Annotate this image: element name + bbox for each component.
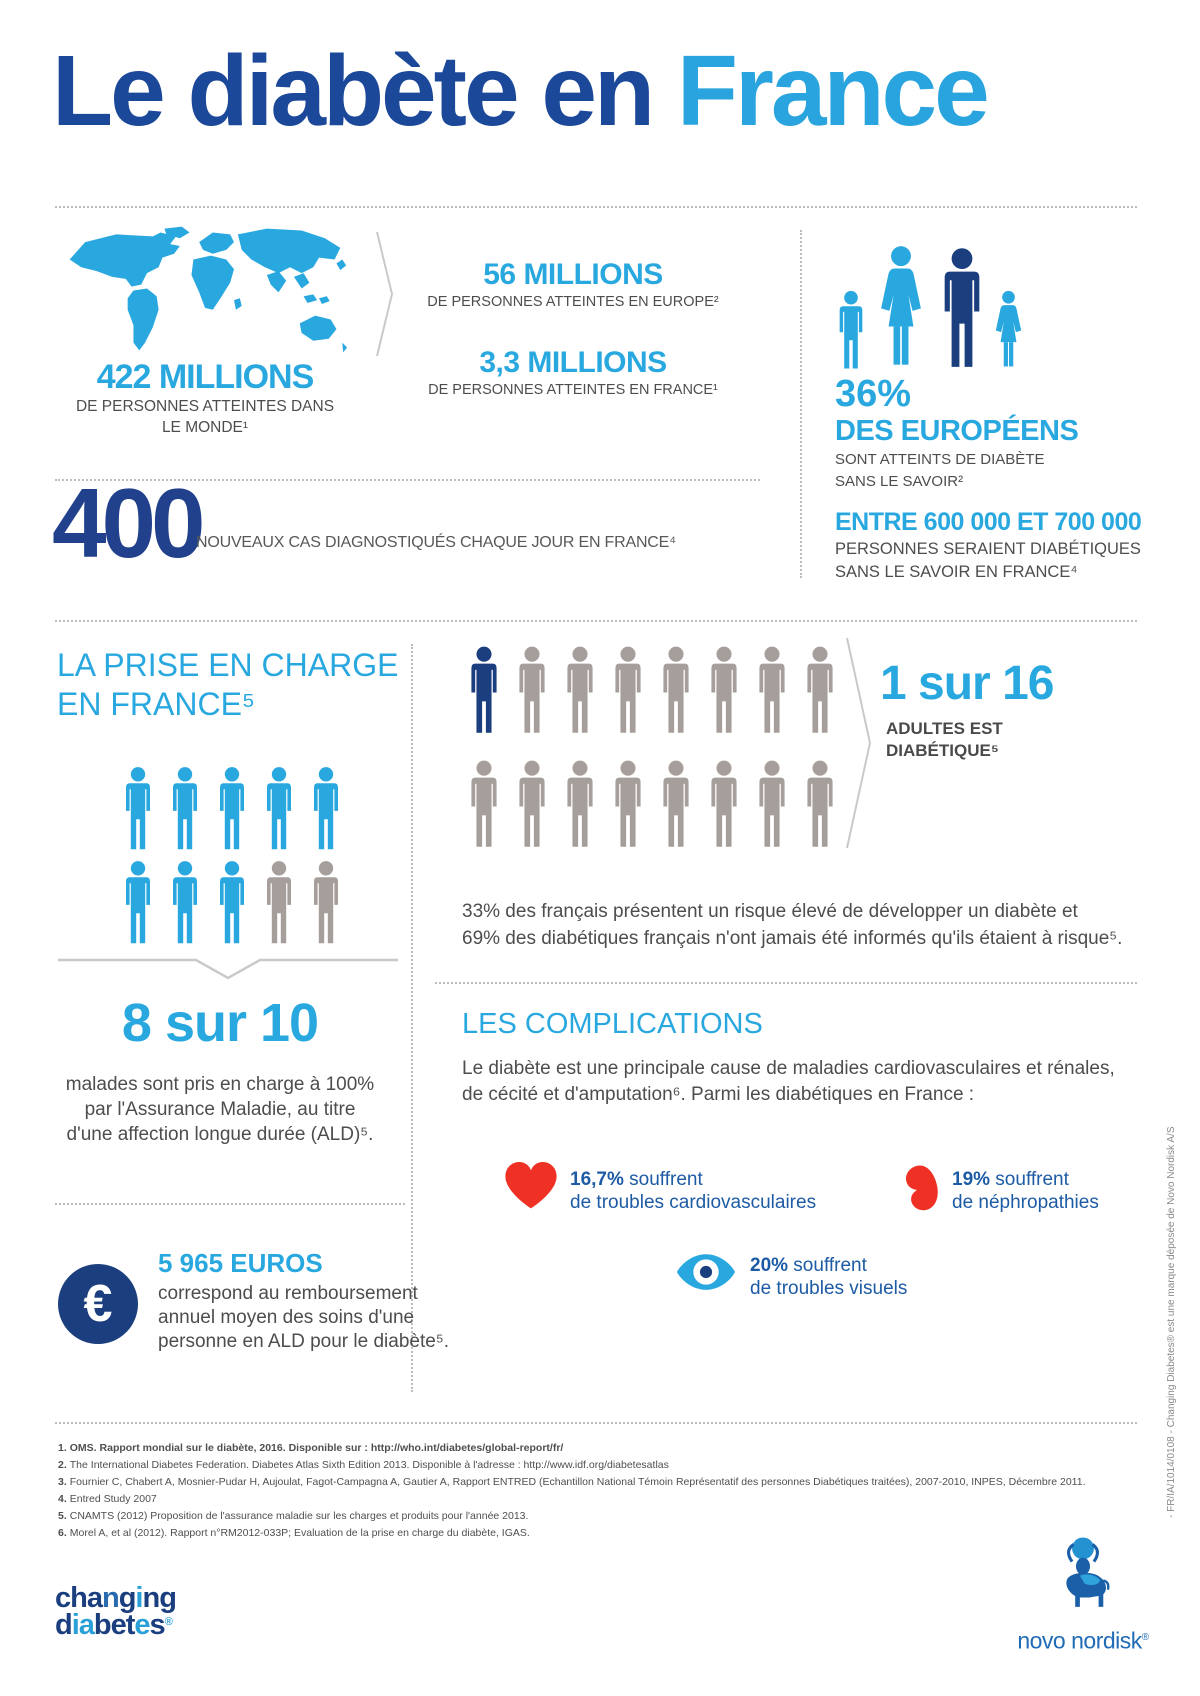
footnote-4: 4. Entred Study 2007 [58, 1493, 157, 1505]
boy-icon [834, 290, 868, 370]
person-icon [657, 646, 695, 734]
changing-logo-line-1: changing [55, 1582, 176, 1614]
visual-stat [750, 1254, 907, 1300]
cost-value: 5 965 EUROS [158, 1248, 323, 1278]
person-icon [657, 760, 695, 848]
care-heading-line-1: LA PRISE EN CHARGE [57, 647, 399, 683]
prevalence-pictogram-grid [465, 646, 849, 874]
footnote-5: 5. CNAMTS (2012) Proposition de l'assurance maladie sur les charges et produits pour l'année 2013. [58, 1510, 529, 1522]
woman-icon [872, 245, 930, 370]
stat-france [408, 346, 738, 400]
girl-icon [990, 290, 1027, 370]
chevron-right-icon [376, 230, 394, 358]
stat-europe-value: 56 MILLIONS [483, 258, 663, 291]
side-legal-note: - FR/IA/1014/0108 - Changing Diabetes® est une marque déposée de Novo Nordisk A/S [1166, 1126, 1177, 1518]
person-icon [705, 760, 743, 848]
cost-description-line-2: annuel moyen des soins d'une [158, 1307, 415, 1328]
dotted-divider [435, 982, 1137, 984]
prevalence-label [886, 718, 1003, 762]
euro-icon [58, 1264, 138, 1344]
person-icon [753, 646, 791, 734]
dotted-divider [55, 206, 1137, 208]
person-icon [609, 646, 647, 734]
nephro-label: de néphropathies [952, 1192, 1099, 1213]
stat-daily-value: 400 [52, 468, 201, 578]
risk-text-line-2: 69% des diabétiques français n'ont jamais été informés qu'ils étaient à risque⁵. [462, 928, 1123, 949]
cost-description [158, 1282, 449, 1354]
stat-europeans-label-1: SONT ATTEINTS DE DIABÈTE [835, 451, 1045, 468]
person-icon [513, 646, 551, 734]
person-icon [561, 760, 599, 848]
stat-europe [408, 258, 738, 312]
stat-world-value: 422 MILLIONS [96, 358, 314, 396]
complications-intro-line-2: de cécité et d'amputation⁶. Parmi les diabétiques en France : [462, 1084, 975, 1105]
stat-europeans [835, 374, 1078, 493]
visual-label: de troubles visuels [750, 1278, 908, 1299]
person-icon [167, 766, 203, 851]
care-ratio-value: 8 sur 10 [121, 993, 319, 1053]
person-icon [261, 860, 297, 945]
stat-unaware-value: ENTRE 600 000 ET 700 000 [835, 508, 1142, 536]
person-icon [801, 760, 839, 848]
kidney-icon [897, 1159, 944, 1216]
person-icon [465, 646, 503, 734]
person-icon [465, 760, 503, 848]
novo-nordisk-logo [1008, 1534, 1158, 1652]
footnote-3: 3. Fournier C, Chabert A, Mosnier-Pudar H, Aujoulat, Fagot-Campagna A, Gautier A, Rapport ENTRED (Echantillon National Témoin Représentatif des personnes Diabétiques traitées), 2007-2010, INPES, Décembre 2011. [58, 1476, 1086, 1488]
person-icon [801, 646, 839, 734]
cardio-stat [570, 1168, 816, 1214]
care-description-line-1: malades sont pris en charge à 100% [65, 1074, 375, 1095]
person-icon [513, 760, 551, 848]
person-icon [308, 860, 344, 945]
person-icon [753, 760, 791, 848]
prevalence-ratio-value: 1 sur 16 [880, 657, 1054, 710]
dotted-divider-vertical [411, 644, 413, 1392]
nephro-stat [952, 1168, 1099, 1214]
person-icon [120, 766, 156, 851]
complications-intro-line-1: Le diabète est une principale cause de maladies cardiovasculaires et rénales, [462, 1058, 1115, 1079]
dotted-divider [55, 620, 1137, 622]
changing-logo-line-2: diabetes® [55, 1609, 172, 1641]
visual-suffix: souffrent [788, 1255, 867, 1276]
title-part-light: France [676, 35, 987, 147]
stat-world-label-1: DE PERSONNES ATTEINTES DANS [75, 398, 335, 415]
cost-description-line-1: correspond au remboursement [158, 1283, 418, 1304]
apis-bull-icon [1044, 1534, 1122, 1622]
down-arrow-divider [57, 958, 399, 980]
footnotes [58, 1440, 1085, 1542]
nephro-suffix: souffrent [990, 1169, 1069, 1190]
page-title [52, 34, 987, 149]
stat-unaware-label-2: SANS LE SAVOIR EN FRANCE⁴ [835, 563, 1078, 581]
dotted-divider-vertical [800, 230, 802, 578]
stat-europe-label: DE PERSONNES ATTEINTES EN EUROPE² [427, 294, 719, 310]
title-part-dark: Le diabète en [52, 35, 677, 147]
person-icon [167, 860, 203, 945]
man-icon [936, 246, 988, 370]
person-icon [214, 766, 250, 851]
changing-diabetes-logo [55, 1582, 176, 1641]
complications-intro [462, 1056, 1115, 1108]
stat-europeans-label-2: SANS LE SAVOIR² [835, 473, 964, 490]
person-icon [308, 766, 344, 851]
footnote-1: 1. OMS. Rapport mondial sur le diabète, 2016. Disponible sur : http://who.int/diabetes/global-report/fr/ [58, 1442, 564, 1454]
eye-icon [676, 1252, 736, 1292]
person-icon [214, 860, 250, 945]
visual-value: 20% [750, 1255, 789, 1276]
person-icon [609, 760, 647, 848]
risk-text-line-1: 33% des français présentent un risque élevé de développer un diabète et [462, 901, 1078, 922]
bracket-chevron-icon [846, 636, 872, 850]
care-description-line-2: par l'Assurance Maladie, au titre [84, 1099, 356, 1120]
person-icon [261, 766, 297, 851]
heart-icon [505, 1162, 557, 1210]
care-pictogram-grid [120, 766, 355, 954]
care-description [55, 1072, 385, 1147]
cost-description-line-3: personne en ALD pour le diabète⁵. [158, 1331, 449, 1352]
prevalence-label-line-2: DIABÉTIQUE⁵ [886, 741, 999, 760]
family-pictogram [832, 228, 1032, 370]
risk-statistics-text [462, 898, 1122, 952]
stat-europeans-value: 36% [835, 373, 912, 415]
stat-world [50, 358, 360, 438]
novo-nordisk-wordmark: novo nordisk® [1017, 1627, 1149, 1654]
person-icon [561, 646, 599, 734]
dotted-divider [55, 1422, 1137, 1424]
footnote-6: 6. Morel A, et al (2012). Rapport n°RM2012-033P; Evaluation de la prise en charge du diabète, IGAS. [58, 1527, 530, 1539]
complications-heading: LES COMPLICATIONS [462, 1008, 763, 1040]
cardio-label: de troubles cardiovasculaires [570, 1192, 817, 1213]
stat-daily-label: NOUVEAUX CAS DIAGNOSTIQUÉS CHAQUE JOUR EN FRANCE⁴ [196, 534, 676, 551]
footnote-2: 2. The International Diabetes Federation. Diabetes Atlas Sixth Edition 2013. Disponible à l'adresse : http://www.idf.org/diabetesatlas [58, 1459, 669, 1471]
stat-france-value: 3,3 MILLIONS [479, 346, 667, 379]
dotted-divider [55, 1203, 405, 1205]
prevalence-label-line-1: ADULTES EST [886, 719, 1003, 738]
cardio-suffix: souffrent [623, 1169, 703, 1190]
stat-unaware-france [835, 506, 1141, 584]
care-heading-line-2: EN FRANCE⁵ [57, 686, 256, 722]
nephro-value: 19% [952, 1169, 991, 1190]
stat-world-label-2: LE MONDE¹ [161, 419, 249, 436]
euro-symbol: € [83, 1275, 113, 1333]
person-icon [705, 646, 743, 734]
stat-france-label: DE PERSONNES ATTEINTES EN FRANCE¹ [428, 382, 718, 398]
person-icon [120, 860, 156, 945]
cardio-value: 16,7% [570, 1169, 624, 1190]
care-description-line-3: d'une affection longue durée (ALD)⁵. [66, 1124, 374, 1145]
stat-unaware-label-1: PERSONNES SERAIENT DIABÉTIQUES [835, 540, 1141, 558]
care-section-heading [57, 646, 398, 724]
stat-europeans-name: DES EUROPÉENS [835, 415, 1079, 447]
